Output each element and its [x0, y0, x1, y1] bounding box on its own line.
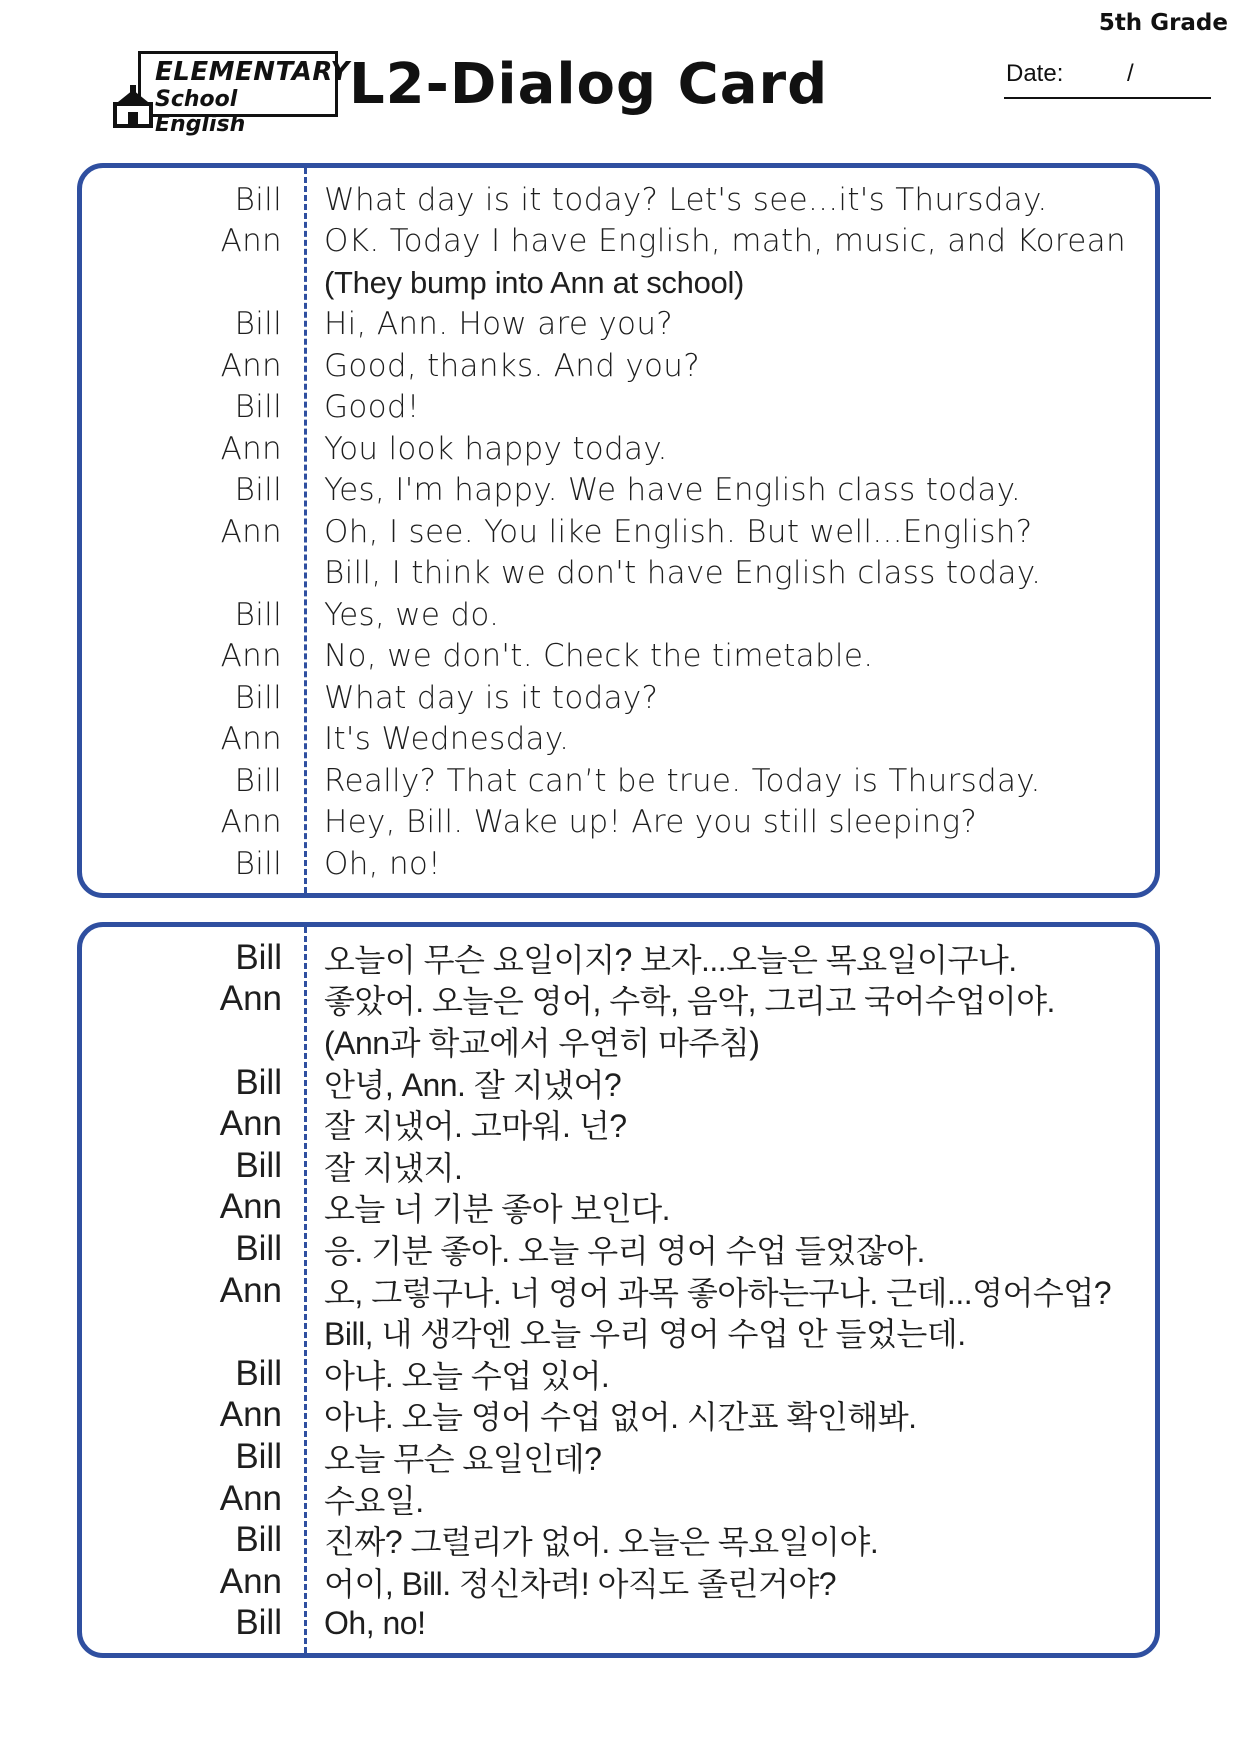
speaker-name: Bill [235, 937, 282, 977]
speaker-name: Ann [219, 979, 282, 1019]
speaker-name: Bill [234, 181, 282, 218]
dialog-line [82, 1103, 1155, 1145]
logo-line-school-english: School English [155, 87, 246, 137]
speaker-name: Ann [220, 223, 282, 260]
dialog-text: Bill, I think we don't have English class today. [324, 555, 1042, 592]
speaker-name: Bill [234, 472, 282, 509]
dialog-line [82, 179, 1155, 221]
dialog-text: It's Wednesday. [324, 721, 570, 758]
school-building-icon [111, 84, 155, 128]
page-title: L2-Dialog Card [349, 52, 829, 117]
speaker-name: Bill [234, 306, 282, 343]
dialog-line [82, 345, 1155, 387]
speaker-name: Bill [235, 1062, 282, 1102]
dialog-text: 잘 지냈지. [324, 1149, 463, 1186]
dialog-line [82, 387, 1155, 429]
dialog-line [82, 1270, 1155, 1312]
dialog-text: Yes, I'm happy. We have English class today. [324, 472, 1022, 509]
korean-dialog-lines [82, 937, 1155, 1644]
dialog-text: 아냐. 오늘 수업 있어. [324, 1357, 610, 1394]
dialog-line [82, 1519, 1155, 1561]
dialog-line [82, 1228, 1155, 1270]
date-label: Date: [1006, 60, 1064, 87]
speaker-name: Bill [235, 1520, 282, 1560]
dialog-text: 진짜? 그럴리가 없어. 오늘은 목요일이야. [324, 1524, 879, 1561]
dialog-text: (They bump into Ann at school) [324, 264, 745, 300]
dialog-line [82, 1020, 1155, 1062]
dialog-text: Oh, I see. You like English. But well...English? [324, 513, 1033, 550]
logo-line-elementary: ELEMENTARY [155, 57, 350, 87]
dialog-line [82, 1436, 1155, 1478]
dialog-text: What day is it today? [324, 679, 659, 716]
dialog-text: 좋았어. 오늘은 영어, 수학, 음악, 그리고 국어수업이야. [324, 983, 1055, 1020]
speaker-name: Ann [220, 721, 282, 758]
dialog-line [82, 719, 1155, 761]
speaker-name: Ann [220, 804, 282, 841]
dialog-line [82, 304, 1155, 346]
speaker-name: Bill [234, 596, 282, 633]
dialog-line [82, 1145, 1155, 1187]
date-separator: / [1127, 60, 1134, 87]
speaker-name: Ann [220, 513, 282, 550]
dialog-line [82, 511, 1155, 553]
speaker-name: Ann [219, 1187, 282, 1227]
dialog-text: 안녕, Ann. 잘 지냈어? [324, 1066, 622, 1103]
speaker-name: Ann [219, 1478, 282, 1518]
dialog-line [82, 979, 1155, 1021]
speaker-name: Bill [234, 845, 282, 882]
speaker-name: Bill [235, 1145, 282, 1185]
speaker-name: Bill [235, 1603, 282, 1643]
speaker-name: Bill [235, 1228, 282, 1268]
dialog-text: 아냐. 오늘 영어 수업 없어. 시간표 확인해봐. [324, 1399, 917, 1436]
speaker-name: Bill [235, 1436, 282, 1476]
dialog-line [82, 1561, 1155, 1603]
dialog-text: Oh, no! [324, 845, 441, 882]
dialog-text: Oh, no! [324, 1604, 426, 1641]
dialog-line [82, 1062, 1155, 1104]
dialog-text: Bill, 내 생각엔 오늘 우리 영어 수업 안 들었는데. [324, 1316, 966, 1353]
dialog-line [82, 594, 1155, 636]
dialog-text: 응. 기분 좋아. 오늘 우리 영어 수업 들었잖아. [324, 1232, 925, 1269]
speaker-name: Bill [234, 679, 282, 716]
dialog-text: 오늘 너 기분 좋아 보인다. [324, 1191, 671, 1228]
dialog-line [82, 937, 1155, 979]
english-dialog-lines [82, 179, 1155, 885]
dialog-line [82, 843, 1155, 885]
korean-dialog-card [77, 922, 1160, 1658]
dialog-line [82, 221, 1155, 263]
speaker-name: Bill [234, 389, 282, 426]
dialog-text: Good, thanks. And you? [324, 347, 700, 384]
dialog-line [82, 1187, 1155, 1229]
dialog-text: What day is it today? Let's see...it's Thursday. [324, 181, 1048, 218]
dialog-line [82, 1603, 1155, 1645]
speaker-name: Bill [235, 1353, 282, 1393]
school-english-logo [138, 51, 350, 137]
speaker-name: Ann [219, 1104, 282, 1144]
dialog-line [82, 262, 1155, 304]
english-dialog-card [77, 163, 1160, 898]
dialog-line [82, 470, 1155, 512]
dialog-text: Hey, Bill. Wake up! Are you still sleeping? [324, 804, 978, 841]
speaker-name: Bill [234, 762, 282, 799]
dialog-line [82, 760, 1155, 802]
dialog-text: You look happy today. [324, 430, 668, 467]
dialog-line [82, 1478, 1155, 1520]
dialog-line [82, 802, 1155, 844]
dialog-text: 오늘 무슨 요일인데? [324, 1440, 602, 1477]
dialog-text: Hi, Ann. How are you? [324, 306, 674, 343]
dialog-text: 오늘이 무슨 요일이지? 보자...오늘은 목요일이구나. [324, 941, 1017, 978]
speaker-name: Ann [220, 638, 282, 675]
dialog-line [82, 677, 1155, 719]
speaker-name: Ann [219, 1561, 282, 1601]
dialog-text: No, we don't. Check the timetable. [324, 638, 874, 675]
dialog-text: Yes, we do. [324, 596, 500, 633]
dialog-text: 오, 그렇구나. 너 영어 과목 좋아하는구나. 근데...영어수업? [324, 1274, 1112, 1311]
dialog-text: Really? That can’t be true. Today is Thursday. [324, 762, 1041, 799]
dialog-text: Good! [324, 389, 420, 426]
dialog-text: OK. Today I have English, math, music, and Korean [324, 223, 1126, 260]
dialog-line [82, 1353, 1155, 1395]
dialog-line [82, 553, 1155, 595]
dialog-text: (Ann과 학교에서 우연히 마주침) [324, 1024, 760, 1061]
date-underline [1004, 97, 1211, 99]
speaker-name: Ann [220, 430, 282, 467]
speaker-name: Ann [220, 347, 282, 384]
speaker-name: Ann [219, 1395, 282, 1435]
dialog-line [82, 428, 1155, 470]
dialog-line [82, 636, 1155, 678]
dialog-text: 잘 지냈어. 고마워. 넌? [324, 1108, 627, 1145]
dialog-line [82, 1311, 1155, 1353]
dialog-line [82, 1395, 1155, 1437]
grade-label: 5th Grade [1098, 10, 1228, 36]
dialog-text: 어이, Bill. 정신차려! 아직도 졸린거야? [324, 1565, 837, 1602]
speaker-name: Ann [219, 1270, 282, 1310]
dialog-text: 수요일. [324, 1482, 424, 1519]
